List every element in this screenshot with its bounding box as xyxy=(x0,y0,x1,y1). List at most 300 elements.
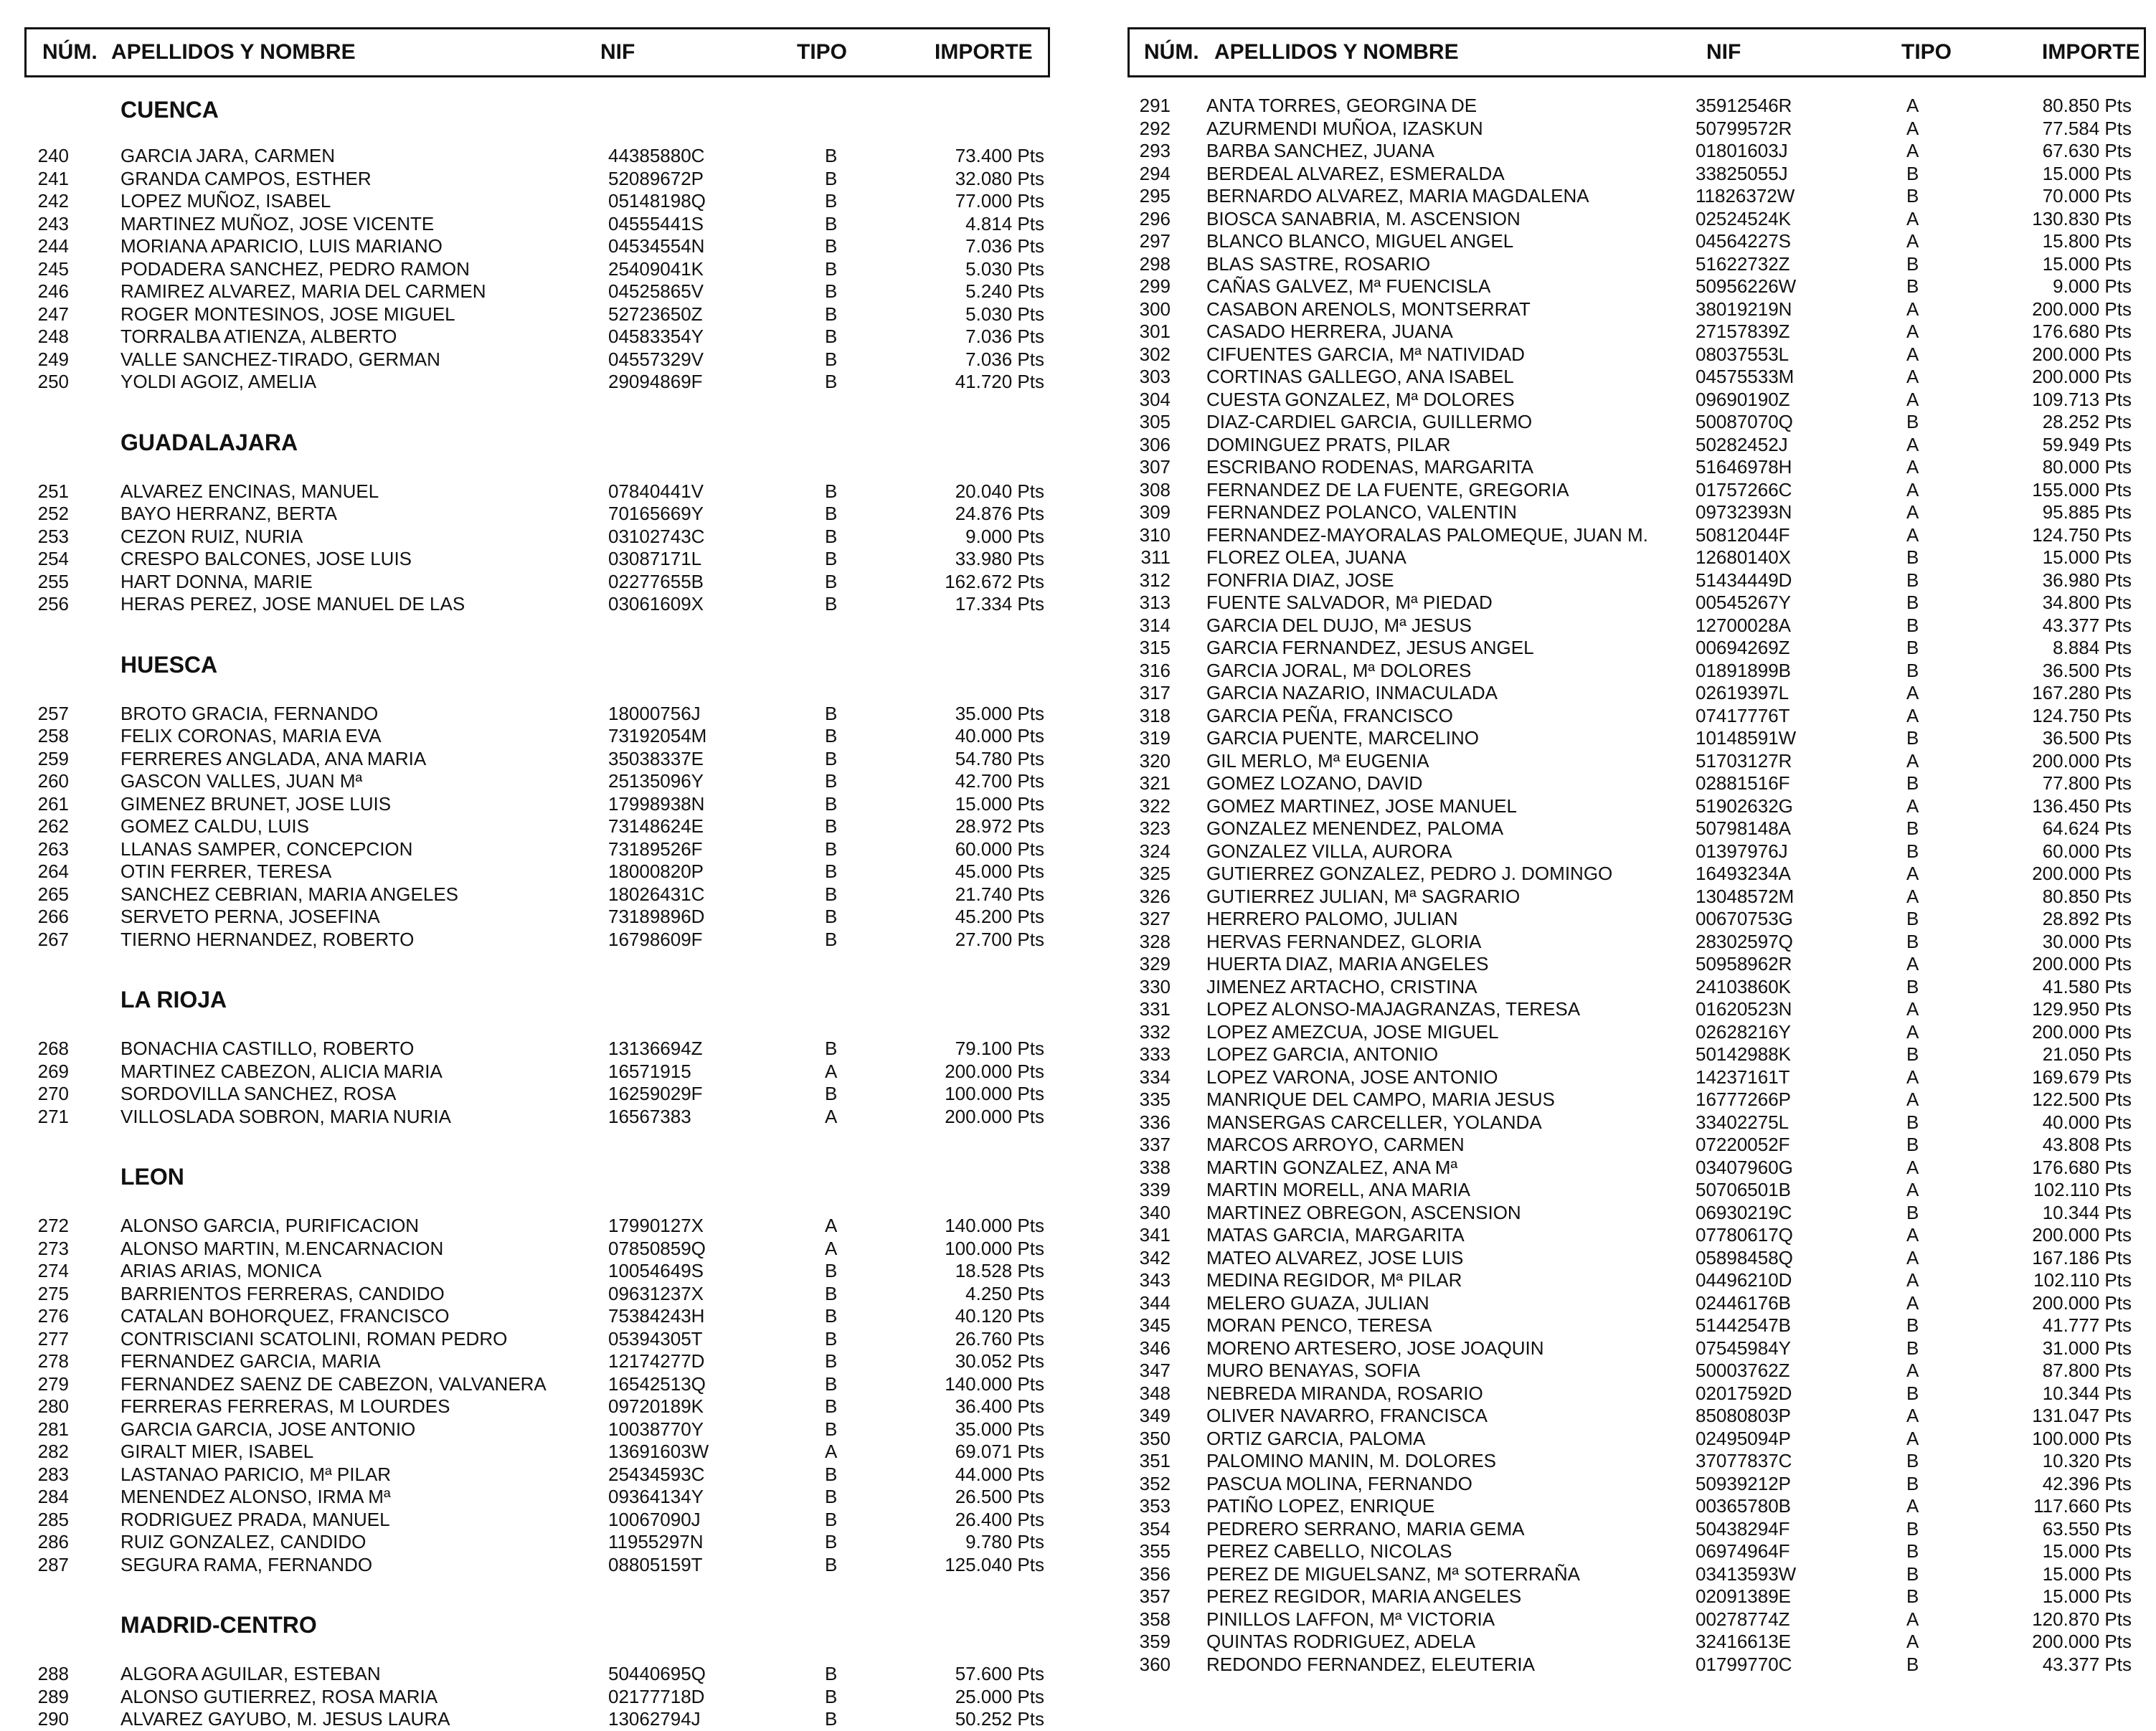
table-row xyxy=(24,235,1050,258)
row-importe: 69.071 Pts xyxy=(955,1441,1044,1462)
row-name: CAÑAS GALVEZ, Mª FUENCISLA xyxy=(1206,275,1491,297)
row-importe: 43.377 Pts xyxy=(2042,614,2132,636)
row-tipo: B xyxy=(825,1395,838,1417)
row-num: 240 xyxy=(37,145,69,166)
header-nif: NIF xyxy=(1706,40,1741,64)
row-name: PEREZ CABELLO, NICOLAS xyxy=(1206,1540,1452,1562)
row-nif: 07780617Q xyxy=(1696,1224,1793,1246)
row-nif: 05898458Q xyxy=(1696,1246,1793,1268)
table-row xyxy=(24,1328,1050,1351)
row-tipo: A xyxy=(1906,1089,1919,1110)
row-tipo: B xyxy=(1906,1585,1919,1607)
row-num: 266 xyxy=(37,906,69,927)
row-importe: 64.624 Pts xyxy=(2042,817,2132,839)
row-nif: 13062794J xyxy=(608,1708,701,1730)
row-tipo: A xyxy=(1906,501,1919,523)
row-name: PODADERA SANCHEZ, PEDRO RAMON xyxy=(120,257,470,280)
row-nif: 50440695Q xyxy=(608,1663,706,1684)
table-row xyxy=(24,1554,1050,1577)
row-nif: 05394305T xyxy=(608,1327,703,1350)
row-name: CATALAN BOHORQUEZ, FRANCISCO xyxy=(120,1305,450,1327)
table-row xyxy=(24,1441,1050,1464)
row-name: ARIAS ARIAS, MONICA xyxy=(120,1260,322,1281)
section-title: LEON xyxy=(120,1164,184,1190)
row-nif: 12174277D xyxy=(608,1350,705,1372)
table-row xyxy=(1127,931,2146,954)
row-nif: 17998938N xyxy=(608,792,705,815)
table-row xyxy=(1127,1314,2146,1337)
row-tipo: A xyxy=(1906,885,1919,907)
row-importe: 31.000 Pts xyxy=(2042,1337,2132,1359)
table-row xyxy=(1127,1654,2146,1677)
row-num: 265 xyxy=(37,883,69,905)
table-row xyxy=(1127,1021,2146,1044)
row-tipo: B xyxy=(825,725,838,746)
row-num: 345 xyxy=(1139,1314,1171,1336)
section-rows xyxy=(24,480,1050,616)
table-row xyxy=(24,326,1050,348)
row-name: FONFRIA DIAZ, JOSE xyxy=(1206,569,1394,591)
row-nif: 51902632G xyxy=(1696,795,1793,817)
table-row xyxy=(1127,953,2146,976)
row-num: 248 xyxy=(37,326,69,347)
table-row xyxy=(1127,343,2146,366)
row-name: GARCIA NAZARIO, INMACULADA xyxy=(1206,682,1498,703)
row-nif: 09690190Z xyxy=(1696,388,1790,410)
row-nif: 03102743C xyxy=(608,525,705,547)
row-nif: 16571915 xyxy=(608,1060,691,1082)
row-num: 344 xyxy=(1139,1291,1171,1314)
row-nif: 08805159T xyxy=(608,1553,703,1575)
row-tipo: A xyxy=(1906,1246,1919,1268)
row-num: 251 xyxy=(37,480,69,502)
section-title: MADRID-CENTRO xyxy=(120,1612,317,1638)
header-num: NÚM. xyxy=(42,40,98,64)
row-num: 317 xyxy=(1139,682,1171,703)
table-row xyxy=(24,1260,1050,1283)
row-importe: 155.000 Pts xyxy=(2032,478,2132,501)
section-rows xyxy=(24,1663,1050,1731)
row-importe: 15.000 Pts xyxy=(2042,1540,2132,1562)
row-importe: 26.500 Pts xyxy=(955,1486,1044,1507)
row-num: 242 xyxy=(37,190,69,212)
row-importe: 125.040 Pts xyxy=(945,1553,1044,1575)
row-num: 299 xyxy=(1139,275,1171,297)
row-importe: 10.344 Pts xyxy=(2042,1201,2132,1223)
row-num: 339 xyxy=(1139,1179,1171,1200)
section-rows xyxy=(24,1215,1050,1576)
row-tipo: A xyxy=(1906,343,1919,365)
row-num: 294 xyxy=(1139,162,1171,184)
table-row xyxy=(1127,1608,2146,1631)
table-row xyxy=(1127,817,2146,840)
row-importe: 80.850 Pts xyxy=(2042,95,2132,116)
row-name: OTIN FERRER, TERESA xyxy=(120,860,332,882)
table-row xyxy=(1127,1337,2146,1360)
row-importe: 200.000 Pts xyxy=(945,1105,1044,1127)
table-row xyxy=(24,548,1050,571)
row-nif: 02446176B xyxy=(1696,1291,1792,1314)
row-tipo: A xyxy=(1906,863,1919,884)
table-row xyxy=(1127,1111,2146,1134)
row-importe: 33.980 Pts xyxy=(955,548,1044,569)
row-num: 330 xyxy=(1139,975,1171,997)
row-num: 293 xyxy=(1139,140,1171,161)
row-nif: 09720189K xyxy=(608,1395,704,1417)
right-rows xyxy=(1127,95,2146,1676)
row-tipo: B xyxy=(1906,659,1919,681)
row-tipo: A xyxy=(1906,321,1919,342)
table-row xyxy=(1127,1383,2146,1405)
row-importe: 79.100 Pts xyxy=(955,1038,1044,1059)
row-tipo: A xyxy=(1906,1360,1919,1381)
row-nif: 04496210D xyxy=(1696,1269,1792,1291)
row-name: FERRERAS FERRERAS, M LOURDES xyxy=(120,1395,450,1417)
row-num: 336 xyxy=(1139,1111,1171,1133)
row-name: MORAN PENCO, TERESA xyxy=(1206,1314,1432,1336)
row-tipo: B xyxy=(825,792,838,815)
row-nif: 13136694Z xyxy=(608,1038,703,1059)
row-num: 322 xyxy=(1139,795,1171,817)
row-num: 347 xyxy=(1139,1360,1171,1381)
row-tipo: A xyxy=(1906,523,1919,546)
row-importe: 59.949 Pts xyxy=(2042,433,2132,455)
row-num: 314 xyxy=(1139,614,1171,636)
row-nif: 73148624E xyxy=(608,815,704,837)
row-importe: 136.450 Pts xyxy=(2032,795,2132,817)
row-num: 275 xyxy=(37,1282,69,1304)
table-row xyxy=(24,503,1050,526)
header-importe: IMPORTE xyxy=(2042,40,2140,64)
row-name: AZURMENDI MUÑOA, IZASKUN xyxy=(1206,117,1483,139)
row-importe: 30.052 Pts xyxy=(955,1350,1044,1372)
table-row xyxy=(1127,230,2146,253)
section-rows xyxy=(24,703,1050,952)
row-nif: 07840441V xyxy=(608,480,704,502)
row-importe: 18.528 Pts xyxy=(955,1260,1044,1281)
section-title: HUESCA xyxy=(120,651,218,678)
row-nif: 73192054M xyxy=(608,725,707,746)
row-importe: 43.808 Pts xyxy=(2042,1134,2132,1155)
row-importe: 27.700 Pts xyxy=(955,928,1044,950)
row-importe: 5.030 Pts xyxy=(965,257,1044,280)
row-name: ALONSO GUTIERREZ, ROSA MARIA xyxy=(120,1685,438,1707)
row-tipo: B xyxy=(825,1553,838,1575)
table-row xyxy=(24,1418,1050,1441)
row-num: 329 xyxy=(1139,953,1171,974)
row-importe: 102.110 Pts xyxy=(2033,1179,2132,1200)
table-row xyxy=(1127,208,2146,231)
row-nif: 50706501B xyxy=(1696,1179,1792,1200)
row-name: VILLOSLADA SOBRON, MARIA NURIA xyxy=(120,1105,451,1127)
row-nif: 10067090J xyxy=(608,1508,701,1530)
row-name: JIMENEZ ARTACHO, CRISTINA xyxy=(1206,975,1477,997)
row-name: HUERTA DIAZ, MARIA ANGELES xyxy=(1206,953,1489,974)
row-num: 311 xyxy=(1140,546,1171,568)
row-nif: 50956226W xyxy=(1696,275,1797,297)
row-name: PINILLOS LAFFON, Mª VICTORIA xyxy=(1206,1608,1495,1630)
row-nif: 12680140X xyxy=(1696,546,1792,568)
row-num: 350 xyxy=(1139,1427,1171,1449)
row-num: 295 xyxy=(1139,185,1171,207)
row-nif: 00670753G xyxy=(1696,908,1793,929)
row-name: LLANAS SAMPER, CONCEPCION xyxy=(120,838,413,860)
table-row xyxy=(1127,321,2146,343)
table-row xyxy=(24,1238,1050,1261)
table-row xyxy=(24,371,1050,394)
row-name: PEDRERO SERRANO, MARIA GEMA xyxy=(1206,1517,1525,1540)
row-num: 246 xyxy=(37,280,69,302)
row-nif: 73189526F xyxy=(608,838,703,860)
table-row xyxy=(1127,863,2146,886)
row-tipo: B xyxy=(1906,1111,1919,1133)
table-row xyxy=(1127,1585,2146,1608)
row-tipo: B xyxy=(825,1260,838,1281)
row-name: QUINTAS RODRIGUEZ, ADELA xyxy=(1206,1631,1476,1652)
row-tipo: B xyxy=(825,1305,838,1327)
table-row xyxy=(1127,886,2146,909)
row-num: 272 xyxy=(37,1215,69,1236)
table-row xyxy=(24,1395,1050,1418)
row-tipo: B xyxy=(825,1463,838,1485)
table-row xyxy=(1127,1066,2146,1089)
row-num: 313 xyxy=(1139,592,1171,613)
row-nif: 12700028A xyxy=(1696,614,1792,636)
row-importe: 200.000 Pts xyxy=(2032,863,2132,884)
row-nif: 50939212P xyxy=(1696,1472,1792,1494)
row-importe: 15.000 Pts xyxy=(955,792,1044,815)
row-tipo: B xyxy=(825,235,838,257)
row-nif: 50958962R xyxy=(1696,953,1792,974)
row-nif: 16259029F xyxy=(608,1083,703,1104)
table-row xyxy=(1127,524,2146,547)
row-nif: 29094869F xyxy=(608,371,703,392)
row-tipo: A xyxy=(1906,298,1919,320)
row-num: 247 xyxy=(37,303,69,325)
row-name: TIERNO HERNANDEZ, ROBERTO xyxy=(120,928,415,950)
row-num: 284 xyxy=(37,1486,69,1507)
table-row xyxy=(1127,456,2146,479)
row-importe: 5.240 Pts xyxy=(965,280,1044,302)
row-name: BERNARDO ALVAREZ, MARIA MAGDALENA xyxy=(1206,185,1589,207)
row-name: GOMEZ LOZANO, DAVID xyxy=(1206,772,1423,794)
row-name: CORTINAS GALLEGO, ANA ISABEL xyxy=(1206,366,1514,387)
row-nif: 37077837C xyxy=(1696,1450,1792,1471)
row-importe: 80.850 Pts xyxy=(2042,885,2132,907)
row-importe: 200.000 Pts xyxy=(2032,953,2132,974)
row-tipo: A xyxy=(1906,95,1919,116)
table-row xyxy=(24,145,1050,168)
row-nif: 51434449D xyxy=(1696,569,1792,591)
table-row xyxy=(1127,479,2146,502)
header-name: APELLIDOS Y NOMBRE xyxy=(111,40,356,64)
row-nif: 03087171L xyxy=(608,548,702,569)
row-name: YOLDI AGOIZ, AMELIA xyxy=(120,371,317,392)
row-name: BROTO GRACIA, FERNANDO xyxy=(120,702,379,724)
table-row xyxy=(24,526,1050,549)
row-nif: 52089672P xyxy=(608,167,704,189)
row-importe: 87.800 Pts xyxy=(2042,1360,2132,1381)
row-importe: 122.500 Pts xyxy=(2032,1089,2132,1110)
row-name: ALONSO GARCIA, PURIFICACION xyxy=(120,1215,420,1236)
table-row xyxy=(24,190,1050,213)
row-name: GARCIA FERNANDEZ, JESUS ANGEL xyxy=(1206,637,1534,658)
row-importe: 20.040 Pts xyxy=(955,480,1044,502)
row-importe: 162.672 Pts xyxy=(945,570,1044,592)
row-num: 331 xyxy=(1139,998,1171,1020)
row-name: BLAS SASTRE, ROSARIO xyxy=(1206,252,1431,275)
row-num: 351 xyxy=(1139,1450,1171,1471)
table-row xyxy=(1127,1292,2146,1315)
table-row xyxy=(1127,1405,2146,1428)
table-row xyxy=(1127,682,2146,705)
row-importe: 80.000 Pts xyxy=(2042,456,2132,478)
row-name: LOPEZ GARCIA, ANTONIO xyxy=(1206,1043,1439,1065)
row-nif: 09732393N xyxy=(1696,501,1792,523)
row-nif: 51703127R xyxy=(1696,749,1792,772)
row-tipo: A xyxy=(1906,704,1919,726)
row-nif: 25434593C xyxy=(608,1463,705,1485)
row-num: 340 xyxy=(1139,1201,1171,1223)
table-row xyxy=(24,1283,1050,1306)
left-sections xyxy=(24,77,1050,1731)
row-num: 338 xyxy=(1139,1156,1171,1178)
table-row xyxy=(1127,298,2146,321)
row-importe: 43.377 Pts xyxy=(2042,1653,2132,1675)
table-row xyxy=(24,258,1050,281)
row-nif: 02277655B xyxy=(608,570,704,592)
row-name: VALLE SANCHEZ-TIRADO, GERMAN xyxy=(120,348,440,370)
row-tipo: A xyxy=(1906,388,1919,410)
row-nif: 25135096Y xyxy=(608,770,704,792)
row-num: 255 xyxy=(37,570,69,592)
row-tipo: B xyxy=(1906,908,1919,929)
row-num: 348 xyxy=(1139,1382,1171,1404)
row-num: 241 xyxy=(37,167,69,189)
table-row xyxy=(1127,1089,2146,1111)
row-num: 296 xyxy=(1139,207,1171,229)
row-nif: 13048572M xyxy=(1696,885,1795,907)
row-tipo: B xyxy=(1906,1134,1919,1155)
table-row xyxy=(1127,1157,2146,1180)
table-row xyxy=(24,1350,1050,1373)
row-num: 307 xyxy=(1139,456,1171,478)
row-importe: 140.000 Pts xyxy=(945,1215,1044,1236)
row-name: SANCHEZ CEBRIAN, MARIA ANGELES xyxy=(120,883,459,905)
row-nif: 52723650Z xyxy=(608,303,703,325)
row-nif: 50087070Q xyxy=(1696,411,1793,432)
row-tipo: B xyxy=(825,702,838,724)
table-row xyxy=(1127,840,2146,863)
row-tipo: B xyxy=(1906,1337,1919,1359)
row-tipo: A xyxy=(1906,1066,1919,1088)
row-name: BARBA SANCHEZ, JUANA xyxy=(1206,140,1434,161)
row-name: FERNANDEZ GARCIA, MARIA xyxy=(120,1350,381,1372)
row-num: 271 xyxy=(37,1105,69,1127)
row-importe: 17.334 Pts xyxy=(955,593,1044,615)
row-nif: 07850859Q xyxy=(608,1237,706,1259)
row-tipo: A xyxy=(1906,433,1919,455)
section-title: GUADALAJARA xyxy=(120,429,298,455)
row-num: 355 xyxy=(1139,1540,1171,1562)
row-num: 332 xyxy=(1139,1020,1171,1043)
row-num: 260 xyxy=(37,770,69,792)
table-row xyxy=(24,1509,1050,1532)
row-importe: 15.000 Pts xyxy=(2042,252,2132,275)
row-tipo: B xyxy=(825,1685,838,1707)
row-nif: 33402275L xyxy=(1696,1111,1789,1133)
row-nif: 50282452J xyxy=(1696,433,1788,455)
row-tipo: A xyxy=(825,1105,838,1127)
table-row xyxy=(24,703,1050,726)
row-num: 279 xyxy=(37,1372,69,1395)
row-importe: 70.000 Pts xyxy=(2042,185,2132,207)
row-tipo: B xyxy=(1906,592,1919,613)
row-tipo: B xyxy=(825,548,838,569)
section-title: CUENCA xyxy=(120,97,219,123)
row-tipo: B xyxy=(825,1350,838,1372)
row-tipo: B xyxy=(1906,817,1919,839)
row-nif: 04525865V xyxy=(608,280,704,302)
row-nif: 50799572R xyxy=(1696,117,1792,139)
row-num: 285 xyxy=(37,1508,69,1530)
row-name: DOMINGUEZ PRATS, PILAR xyxy=(1206,433,1451,455)
row-importe: 28.252 Pts xyxy=(2042,411,2132,432)
row-num: 312 xyxy=(1139,569,1171,591)
table-row xyxy=(1127,750,2146,773)
row-nif: 01799770C xyxy=(1696,1653,1792,1675)
table-row xyxy=(24,1663,1050,1686)
row-nif: 11826372W xyxy=(1696,185,1795,207)
table-row xyxy=(1127,1269,2146,1292)
row-tipo: A xyxy=(1906,953,1919,974)
table-row xyxy=(1127,1043,2146,1066)
row-nif: 50142988K xyxy=(1696,1043,1792,1065)
table-row xyxy=(24,906,1050,929)
row-name: LASTANAO PARICIO, Mª PILAR xyxy=(120,1463,392,1485)
row-importe: 41.580 Pts xyxy=(2042,975,2132,997)
row-nif: 03413593W xyxy=(1696,1562,1797,1585)
table-row xyxy=(1127,908,2146,931)
left-column xyxy=(24,27,1050,1731)
row-num: 333 xyxy=(1139,1043,1171,1065)
table-row xyxy=(1127,366,2146,389)
table-row xyxy=(1127,592,2146,615)
row-importe: 73.400 Pts xyxy=(955,145,1044,166)
row-num: 308 xyxy=(1139,478,1171,501)
row-nif: 00278774Z xyxy=(1696,1608,1790,1630)
row-name: MENENDEZ ALONSO, IRMA Mª xyxy=(120,1486,391,1507)
row-name: GIMENEZ BRUNET, JOSE LUIS xyxy=(120,792,392,815)
row-importe: 41.777 Pts xyxy=(2042,1314,2132,1336)
row-importe: 42.700 Pts xyxy=(955,770,1044,792)
row-nif: 33825055J xyxy=(1696,162,1788,184)
table-row xyxy=(1127,1428,2146,1451)
row-tipo: A xyxy=(1906,230,1919,252)
row-num: 249 xyxy=(37,348,69,370)
row-nif: 04575533M xyxy=(1696,366,1795,387)
row-tipo: B xyxy=(825,348,838,370)
row-importe: 200.000 Pts xyxy=(2032,1224,2132,1246)
row-num: 298 xyxy=(1139,252,1171,275)
row-importe: 117.660 Pts xyxy=(2033,1495,2132,1517)
row-tipo: B xyxy=(825,145,838,166)
row-nif: 06930219C xyxy=(1696,1201,1792,1223)
table-row xyxy=(1127,1202,2146,1225)
row-tipo: A xyxy=(1906,1608,1919,1630)
row-tipo: A xyxy=(1906,1179,1919,1200)
row-name: RAMIREZ ALVAREZ, MARIA DEL CARMEN xyxy=(120,280,486,302)
